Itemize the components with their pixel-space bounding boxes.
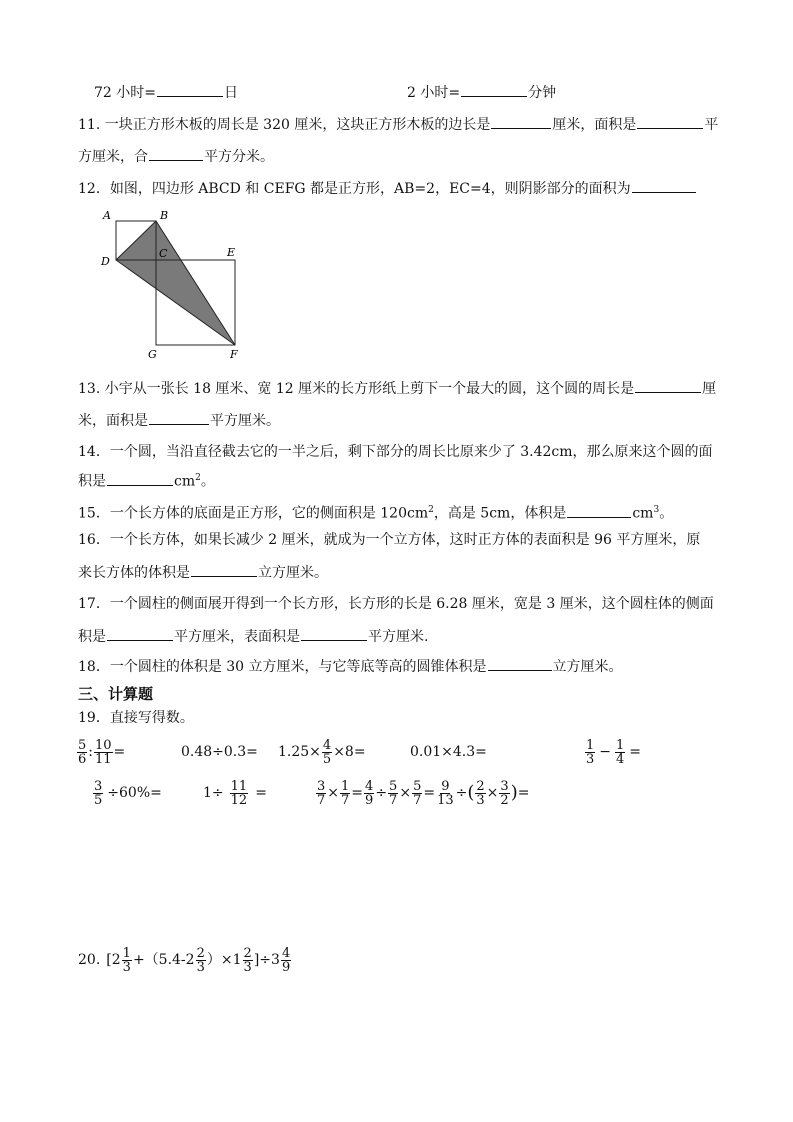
fraction — [243, 947, 253, 974]
q17-line1 — [78, 594, 714, 614]
expr-part: ]÷ — [253, 952, 272, 968]
numerator: 2 — [196, 945, 205, 961]
q16-line1 — [78, 530, 700, 550]
label-a: A — [103, 209, 111, 222]
q15-end: 。 — [659, 505, 674, 522]
expr-suffix: = — [255, 785, 267, 801]
fraction — [77, 739, 87, 766]
paren-left: ( — [467, 782, 475, 803]
q11-text-d: 方厘米，合 — [78, 149, 148, 165]
fraction — [499, 780, 509, 807]
fraction — [364, 780, 374, 807]
q15-line — [78, 500, 673, 524]
answer-blank[interactable] — [191, 562, 257, 577]
q19-expr-3 — [278, 737, 366, 767]
q19-expr-5 — [584, 737, 641, 767]
numerator: 4 — [322, 737, 332, 753]
denominator: 7 — [413, 792, 422, 808]
equals: = — [351, 785, 364, 801]
fraction — [585, 739, 595, 766]
q19-expr-6 — [92, 778, 162, 808]
answer-blank[interactable] — [635, 378, 701, 393]
operator: × — [399, 785, 412, 801]
numerator: 5 — [78, 737, 87, 753]
answer-blank[interactable] — [107, 626, 173, 641]
expr-part: ）× — [206, 952, 233, 968]
fraction — [316, 780, 326, 807]
q13-text-b: 厘 — [702, 381, 717, 397]
q14-unit: cm — [174, 473, 196, 490]
q17-text-d: 平方厘米. — [368, 629, 429, 645]
answer-blank[interactable] — [301, 626, 367, 641]
answer-blank[interactable] — [491, 114, 551, 129]
numerator: 9 — [441, 778, 450, 794]
q15-sup-a: 2 — [428, 505, 434, 515]
q14-end: 。 — [200, 473, 215, 490]
q16-text-c: 立方厘米。 — [258, 565, 328, 581]
q18-line — [78, 656, 623, 677]
operator: : — [88, 744, 93, 760]
fraction — [340, 780, 350, 807]
operator: ÷ — [455, 785, 468, 801]
q10-left-prefix: 72 小时= — [94, 85, 156, 101]
q11-line1 — [78, 114, 718, 135]
numerator: 2 — [476, 778, 485, 794]
fraction — [412, 780, 422, 807]
mixed-number — [186, 945, 207, 975]
numerator: 4 — [281, 945, 291, 961]
q12-question — [78, 178, 697, 199]
numerator: 11 — [230, 778, 248, 794]
q18-text-b: 立方厘米。 — [552, 659, 623, 675]
q19-expr-2: 0.48÷0.3= — [181, 744, 258, 760]
q16-text-b: 来长方体的体积是 — [78, 565, 190, 581]
equals: = — [517, 785, 530, 801]
answer-blank[interactable] — [157, 82, 223, 97]
answer-blank[interactable] — [461, 82, 527, 97]
q10-tail-right — [407, 82, 556, 103]
answer-blank[interactable] — [149, 410, 209, 425]
q19-expr-4: 0.01×4.3= — [410, 744, 487, 760]
expr-prefix: 1.25× — [278, 744, 321, 760]
q11-text-c: 平 — [704, 117, 719, 133]
q17-line2 — [78, 626, 428, 647]
paren-right: ) — [510, 782, 518, 803]
q13-text-a: 13. 小宇从一张长 18 厘米、宽 12 厘米的长方形纸上剪下一个最大的圆，这个圆的周长是 — [78, 381, 635, 397]
q11-text-a: 11. 一块正方形木板的周长是 320 厘米，这块正方形木板的边长是 — [78, 117, 491, 133]
numerator: 3 — [500, 778, 509, 794]
mixed-number — [271, 945, 292, 975]
numerator: 1 — [616, 737, 625, 753]
answer-blank[interactable] — [637, 114, 703, 129]
q13-line2 — [78, 410, 280, 431]
q11-line2 — [78, 146, 274, 167]
numerator: 3 — [94, 778, 103, 794]
q12-figure — [96, 205, 256, 365]
label-c: C — [159, 247, 168, 260]
q10-right-suffix: 分钟 — [528, 85, 557, 101]
expr-part: +（5.4- — [132, 952, 186, 968]
q14-text-b: 积是 — [78, 473, 106, 490]
label-e: E — [227, 246, 236, 259]
answer-blank[interactable] — [149, 146, 203, 161]
whole: 1 — [232, 952, 242, 968]
q19-expr-7 — [203, 778, 267, 808]
mixed-number — [112, 945, 133, 975]
q15-unit: cm — [632, 505, 654, 522]
denominator: 5 — [94, 792, 103, 808]
q10-right-prefix: 2 小时= — [407, 85, 461, 101]
q16-line2 — [78, 562, 328, 583]
denominator: 2 — [500, 792, 509, 808]
shaded-triangle — [116, 221, 235, 345]
numerator: 1 — [122, 945, 131, 961]
fraction — [322, 739, 332, 766]
answer-blank[interactable] — [567, 503, 631, 518]
equals: = — [113, 744, 126, 760]
q12-text: 12．如图，四边形 ABCD 和 CEFG 都是正方形，AB=2，EC=4，则阴影部分的面积为 — [78, 181, 631, 197]
fraction — [281, 947, 291, 974]
answer-blank[interactable] — [107, 471, 173, 486]
fraction — [615, 739, 625, 766]
numerator: 10 — [95, 737, 112, 753]
numerator: 5 — [413, 778, 422, 794]
q14-line2 — [78, 468, 215, 492]
fraction — [196, 947, 206, 974]
section-heading: 三、计算题 — [78, 685, 154, 703]
denominator: 7 — [317, 792, 326, 808]
numerator: 5 — [389, 778, 398, 794]
denominator: 12 — [230, 792, 248, 808]
q10-left-suffix: 日 — [224, 85, 238, 101]
q11-text-e: 平方分米。 — [204, 149, 274, 165]
bracket-left: [ — [106, 952, 112, 968]
denominator: 3 — [243, 959, 252, 975]
q19-title: 19．直接写得数。 — [78, 710, 194, 726]
q13-line1 — [78, 378, 716, 399]
operator: − — [599, 744, 612, 760]
q18-text-a: 18．一个圆柱的体积是 30 立方厘米，与它等底等高的圆锥体积是 — [78, 659, 487, 675]
q19-expr-1 — [76, 737, 125, 767]
q10-tail-left — [94, 82, 238, 103]
denominator: 7 — [341, 792, 350, 808]
fraction — [94, 739, 113, 766]
denominator: 9 — [281, 959, 291, 975]
expr-prefix: 1÷ — [203, 785, 224, 801]
operator: ÷ — [375, 785, 388, 801]
q15-text-b: ，高是 5cm，体积是 — [433, 505, 567, 522]
fraction — [388, 780, 398, 807]
numerator: 1 — [586, 737, 595, 753]
fraction — [436, 780, 455, 807]
label-g: G — [148, 348, 157, 361]
denominator: 3 — [476, 792, 485, 808]
label-d: D — [101, 255, 110, 268]
denominator: 7 — [389, 792, 398, 808]
denominator: 13 — [437, 792, 454, 808]
label-b: B — [160, 209, 169, 222]
fraction — [93, 780, 103, 807]
q16-text-a: 16．一个长方体，如果长减少 2 厘米，就成为一个立方体，这时正方体的表面积是 96 平方厘米，原 — [78, 532, 701, 548]
q20-expr — [78, 945, 292, 975]
expr-suffix: ×8= — [333, 744, 366, 760]
denominator: 11 — [95, 751, 112, 767]
q14-text-a: 14．一个圆，当沿直径截去它的一半之后，剩下部分的周长比原来少了 3.42cm，那么原来这个圆的面 — [78, 444, 713, 460]
expr-suffix: ÷60%= — [107, 785, 162, 801]
q15-unit-sup: 3 — [653, 505, 660, 515]
denominator: 9 — [365, 792, 374, 808]
numerator: 1 — [341, 778, 350, 794]
numerator: 3 — [317, 778, 326, 794]
equals: = — [423, 785, 436, 801]
denominator: 5 — [322, 751, 332, 767]
denominator: 3 — [196, 959, 205, 975]
fraction — [475, 780, 485, 807]
whole: 2 — [185, 952, 195, 968]
q15-text-a: 15．一个长方体的底面是正方形，它的侧面积是 120cm — [78, 505, 429, 522]
answer-blank[interactable] — [488, 656, 552, 671]
denominator: 6 — [78, 751, 87, 767]
q17-text-a: 17．一个圆柱的侧面展开得到一个长方形，长方形的长是 6.28 厘米，宽是 3 厘米，这个圆柱体的侧面 — [78, 596, 714, 612]
operator: × — [327, 785, 340, 801]
q17-text-c: 平方厘米，表面积是 — [174, 629, 300, 645]
mixed-number — [233, 945, 254, 975]
q17-text-b: 积是 — [78, 629, 106, 645]
fraction — [122, 947, 132, 974]
denominator: 3 — [122, 959, 131, 975]
q14-unit-sup: 2 — [195, 473, 201, 483]
denominator: 3 — [586, 751, 595, 767]
numerator: 4 — [365, 778, 374, 794]
q14-line1 — [78, 442, 713, 462]
q13-text-d: 平方厘米。 — [210, 413, 280, 429]
q11-text-b: 厘米，面积是 — [552, 117, 637, 133]
answer-blank[interactable] — [632, 178, 696, 193]
whole: 2 — [111, 952, 121, 968]
equals: = — [629, 744, 642, 760]
whole: 3 — [271, 952, 280, 968]
q19-expr-8 — [315, 778, 529, 808]
fraction — [230, 780, 249, 807]
denominator: 4 — [616, 751, 625, 767]
operator: × — [486, 785, 499, 801]
q13-text-c: 米，面积是 — [78, 413, 148, 429]
numerator: 2 — [243, 945, 252, 961]
label-f: F — [230, 348, 238, 361]
q20-label: 20. — [78, 952, 101, 968]
